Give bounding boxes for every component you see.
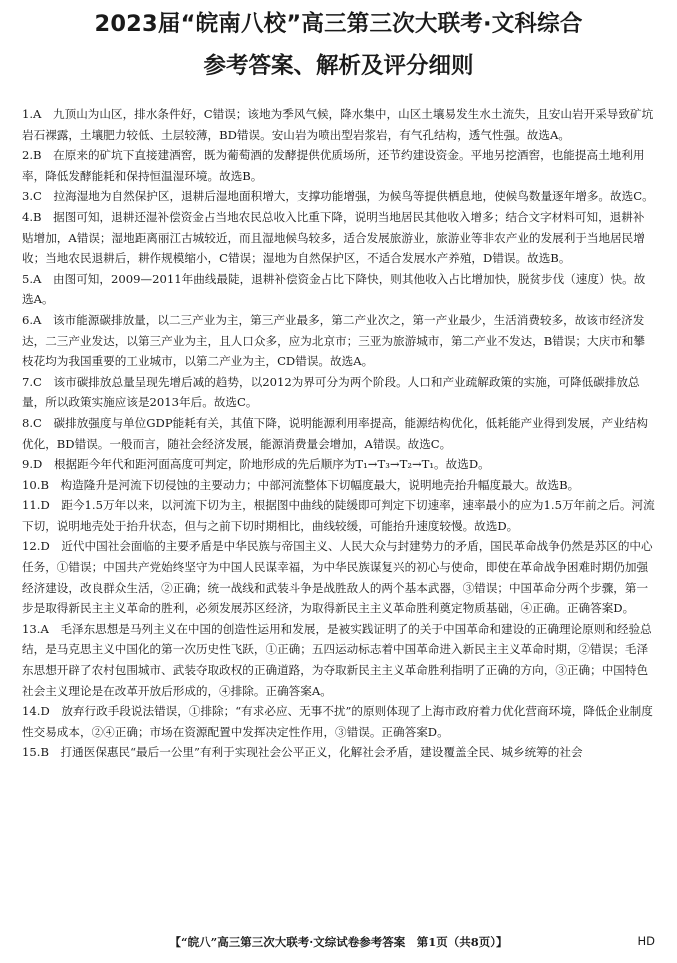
page-title: 2023届“皖南八校”高三第三次大联考·文科综合 <box>94 11 583 37</box>
answer-item-5: 5.A 由图可知，2009—2011年曲线最陡，退耕补偿资金占比下降快，则其他收入占比增加快，脱贫步伐（速度）快。故选A。 <box>22 271 646 307</box>
answer-list <box>22 104 656 763</box>
answer-item-3: 3.C 拉海湿地为自然保护区，退耕后湿地面积增大，支撑功能增强，为候鸟等提供栖息地，使候鸟数量逐年增多。故选C。 <box>22 189 654 204</box>
answer-item-11: 11.D 距今1.5万年以来，以河流下切为主，根据图中曲线的陡缓即可判定下切速率，速率最小的应为1.5万年前之后。河流下切，说明地壳处于抬升状态，但与之前下切时期相比，曲线较缓，可能抬升速度较慢。故选D。 <box>22 498 655 533</box>
answer-item-14: 14.D 放弃行政手段说法错误，①排除；“有求必应、无事不扰”的原则体现了上海市政府着力优化营商环境，降低企业制度性交易成本，②④正确；市场在资源配置中发挥决定性作用，③错误。正确答案D。 <box>22 704 653 739</box>
answer-item-15: 15.B 打通医保惠民“最后一公里”有利于实现社会公平正义，化解社会矛盾，建设覆盖全民、城乡统筹的社会 <box>22 745 583 760</box>
answer-item-2: 2.B 在原来的矿坑下直接建酒窖，既为葡萄酒的发酵提供优质场所，还节约建设资金。平地另挖酒窖，也能提高土地利用率，降低发酵能耗和保持恒温湿环境。故选B。 <box>22 148 645 183</box>
answer-item-13: 13.A 毛泽东思想是马列主义在中国的创造性运用和发展，是被实践证明了的关于中国革命和建设的正确理论原则和经验总结，是马克思主义中国化的第一次历史性飞跃，①正确；五四运动标志着中国革命进入新民主主义革命时期，②错误；毛泽东思想开辟了农村包围城市、武装夺取政权的正确道路，为夺取新民主主义革命胜利指明了正确的方向，③正确；中国特色社会主义理论是在改革开放后形成的，④排除。正确答案A。 <box>22 621 652 698</box>
page-footer: 【“皖八”高三第三次大联考·文综试卷参考答案 第1页（共8页）】 <box>169 935 508 949</box>
answer-item-7: 7.C 该市碳排放总量呈现先增后减的趋势，以2012为界可分为两个阶段。人口和产业疏解政策的实施，可降低碳排放总量，所以政策实施应该是2013年后。故选C。 <box>22 374 640 410</box>
answer-item-1: 1.A 九顶山为山区，排水条件好，C错误；该地为季风气候，降水集中，山区土壤易发生水土流失，且安山岩开采导致矿坑岩石裸露，土壤肥力较低、土层较薄，BD错误。安山岩为喷出型岩浆岩，有气孔结构，透气性强。故选A。 <box>22 107 654 142</box>
page-subtitle: 参考答案、解析及评分细则 <box>203 53 474 79</box>
footer-code: HD <box>637 934 655 948</box>
answer-item-6: 6.A 该市能源碳排放量，以二三产业为主，第三产业最多，第二产业次之，第一产业最少，生活消费较多，故该市经济发达，二三产业发达，以第三产业为主，且人口众多，应为北京市；三亚为旅游城市，第二产业不发达，B错误；大庆市和攀枝花均为我国重要的工业城市，以第二产业为主，CD错误。故选A。 <box>22 312 645 369</box>
answer-item-10: 10.B 构造隆升是河流下切侵蚀的主要动力；中部河流整体下切幅度最大，说明地壳抬升幅度最大。故选B。 <box>22 477 580 492</box>
answer-item-4: 4.B 据图可知，退耕还湿补偿资金占当地农民总收入比重下降，说明当地居民其他收入增多；结合文字材料可知，退耕补贴增加，A错误；湿地距离丽江古城较近，而且湿地候鸟较多，适合发展旅游业，旅游业等非农产业的发展利于当地居民增收；当地农民退耕后，耕作规模缩小，C错误；湿地为自然保护区，不适合发展水产养殖，D错误。故选B。 <box>22 209 645 266</box>
answer-item-8: 8.C 碳排放强度与单位GDP能耗有关，其值下降，说明能源利用率提高，能源结构优化，低耗能产业得到发展，产业结构优化，BD错误。一般而言，随社会经济发展，能源消费量会增加，A错误。故选C。 <box>22 415 648 451</box>
answer-item-9: 9.D 根据距今年代和距河面高度可判定，阶地形成的先后顺序为T₁→T₃→T₂→T₁。故选D。 <box>22 457 490 472</box>
answer-item-12: 12.D 近代中国社会面临的主要矛盾是中华民族与帝国主义、人民大众与封建势力的矛盾，国民革命战争仍然是苏区的中心任务，①错误；中国共产党始终坚守为中国人民谋幸福，为中华民族谋复兴的初心与使命，即使在革命战争困难时期仍加强经济建设，改良群众生活，②正确；统一战线和武装斗争是战胜敌人的两个基本武器，③错误；中国革命分两个步骤，第一步是取得新民主主义革命的胜利，必须发展苏区经济，为取得新民主主义革命胜利奠定物质基础，④正确。正确答案D。 <box>22 539 653 616</box>
